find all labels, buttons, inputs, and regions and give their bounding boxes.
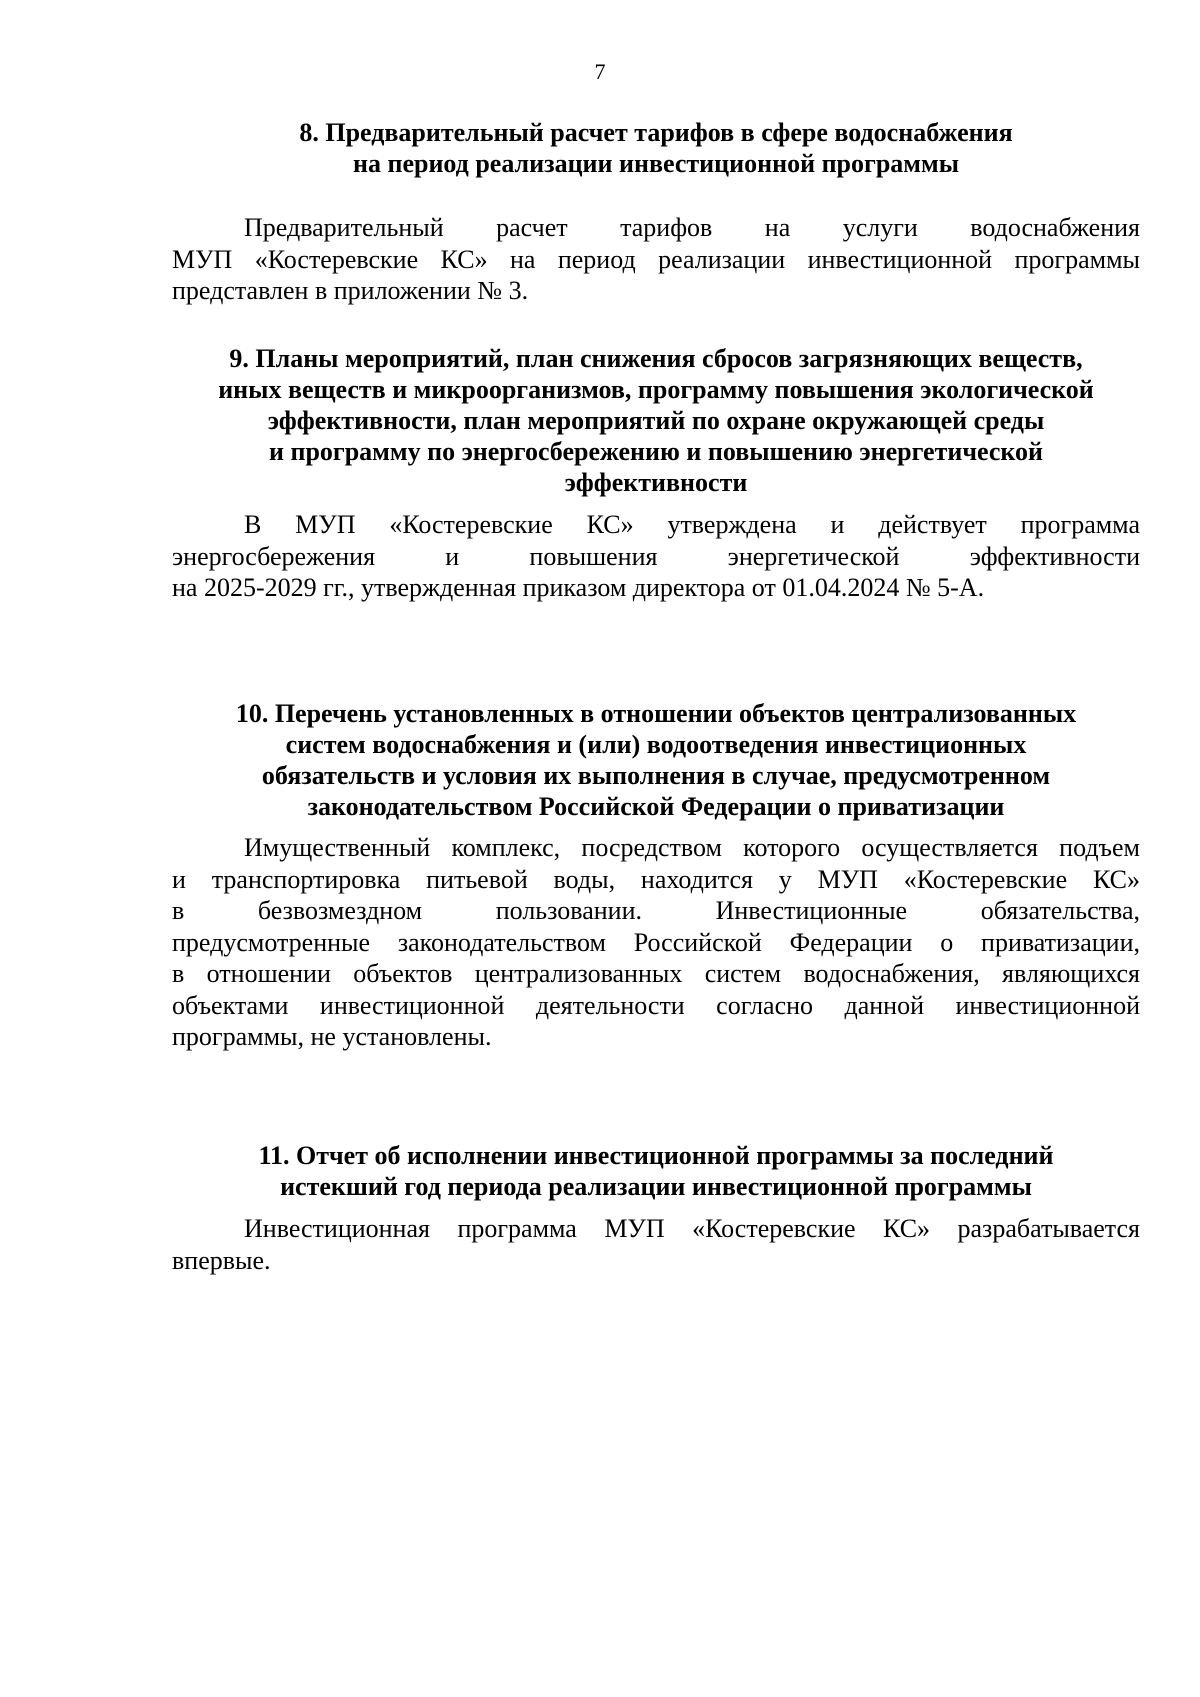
section-9 bbox=[172, 343, 1140, 604]
heading-line: систем водоснабжения и (или) водоотведения инвестиционных bbox=[285, 730, 1027, 759]
section-heading bbox=[172, 698, 1140, 822]
heading-line: 8. Предварительный расчет тарифов в сфере водоснабжения bbox=[299, 118, 1013, 147]
heading-line: обязательств и условия их выполнения в случае, предусмотренном bbox=[261, 761, 1051, 790]
section-paragraph bbox=[172, 832, 1140, 1053]
section-heading bbox=[172, 117, 1140, 179]
section-heading bbox=[172, 343, 1140, 498]
heading-line: 11. Отчет об исполнении инвестиционной программы за последний bbox=[258, 1141, 1054, 1170]
para-line: в безвозмездном пользовании. Инвестиционные обязательства, bbox=[172, 896, 1140, 925]
para-line: объектами инвестиционной деятельности согласно данной инвестиционной bbox=[172, 990, 1140, 1020]
section-paragraph bbox=[172, 509, 1140, 604]
heading-line: эффективности bbox=[564, 468, 748, 497]
section-10 bbox=[172, 698, 1140, 1053]
heading-line: эффективности, план мероприятий по охране окружающей среды bbox=[267, 406, 1045, 435]
para-line: МУП «Костеревские КС» на период реализации инвестиционной программы bbox=[172, 244, 1140, 274]
para-line: В МУП «Костеревские КС» утверждена и действует программа bbox=[244, 510, 1140, 539]
heading-line: законодательством Российской Федерации о приватизации bbox=[307, 792, 1005, 821]
heading-line: истекший год периода реализации инвестиционной программы bbox=[280, 1172, 1032, 1201]
section-heading bbox=[172, 1140, 1140, 1202]
para-line: и транспортировка питьевой воды, находится у МУП «Костеревские КС» bbox=[172, 864, 1140, 894]
heading-line: на период реализации инвестиционной программы bbox=[352, 149, 959, 178]
para-line: представлен в приложении № 3. bbox=[172, 276, 529, 305]
para-line: Инвестиционная программа МУП «Костеревские КС» разрабатывается bbox=[244, 1214, 1140, 1243]
para-line: Имущественный комплекс, посредством которого осуществляется подъем bbox=[244, 833, 1140, 862]
heading-line: иных веществ и микроорганизмов, программу повышения экологической bbox=[218, 375, 1094, 404]
heading-line: и программу по энергосбережению и повышению энергетической bbox=[268, 437, 1044, 466]
para-line: Предварительный расчет тарифов на услуги водоснабжения bbox=[244, 213, 1140, 242]
para-line: впервые. bbox=[172, 1245, 271, 1275]
para-line: в отношении объектов централизованных систем водоснабжения, являющихся bbox=[172, 959, 1140, 988]
page-number: 7 bbox=[594, 59, 606, 84]
heading-line: 9. Планы мероприятий, план снижения сбросов загрязняющих веществ, bbox=[229, 344, 1083, 373]
para-line: программы, не установлены. bbox=[172, 1022, 492, 1051]
para-line: на 2025-2029 гг., утвержденная приказом директора от 01.04.2024 № 5-А. bbox=[172, 573, 985, 602]
section-8 bbox=[172, 117, 1140, 307]
section-paragraph bbox=[172, 212, 1140, 307]
section-11 bbox=[172, 1140, 1140, 1276]
section-paragraph bbox=[172, 1213, 1140, 1276]
para-line: энергосбережения и повышения энергетической эффективности bbox=[172, 541, 1140, 571]
para-line: предусмотренные законодательством Российской Федерации о приватизации, bbox=[172, 927, 1140, 957]
heading-line: 10. Перечень установленных в отношении объектов централизованных bbox=[235, 699, 1077, 728]
